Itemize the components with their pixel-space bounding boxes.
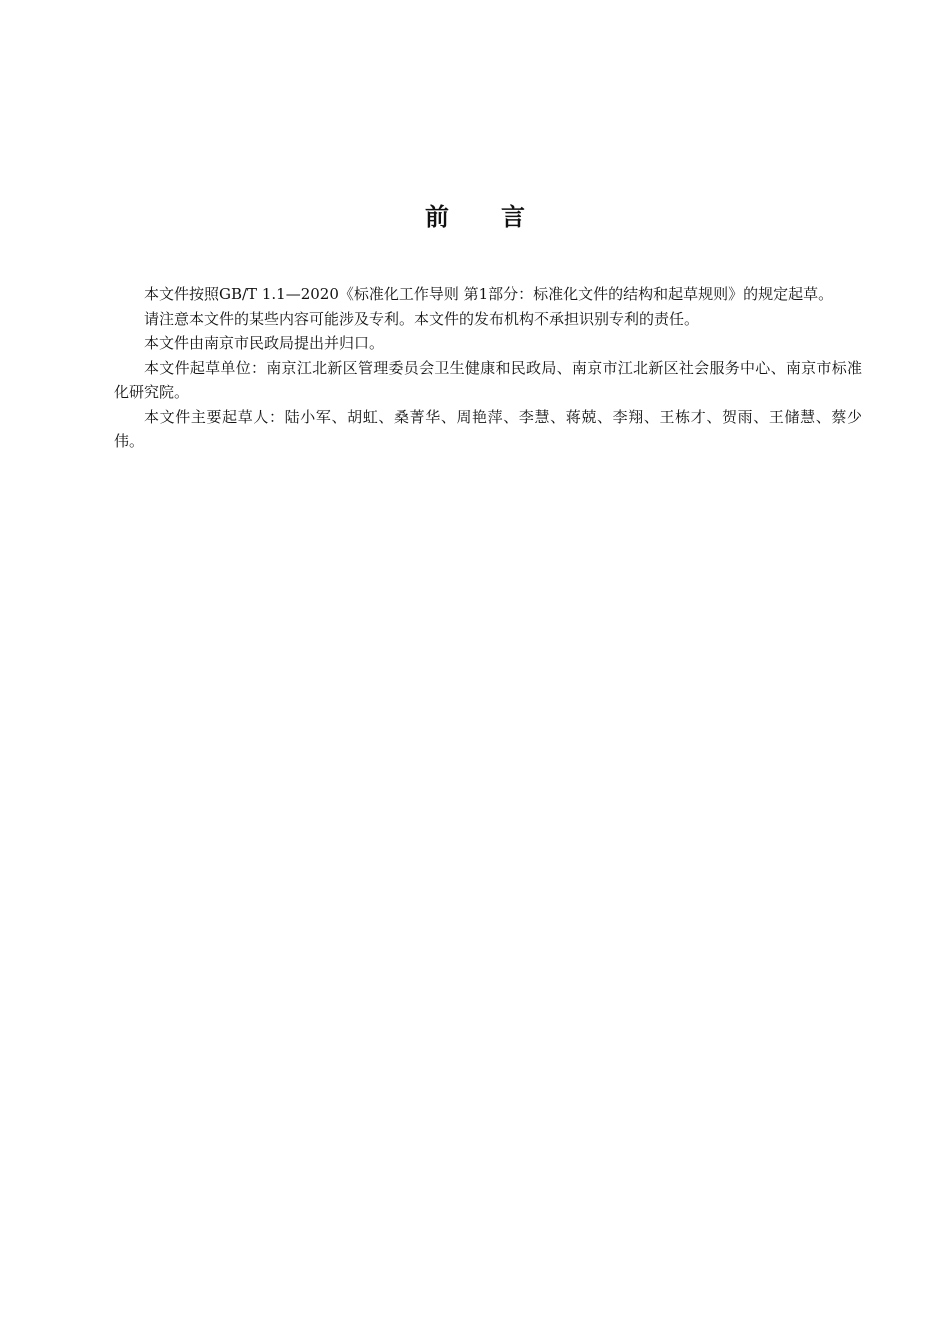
paragraph-patent-notice: 请注意本文件的某些内容可能涉及专利。本文件的发布机构不承担识别专利的责任。 xyxy=(144,309,700,328)
foreword-body xyxy=(114,282,862,454)
paragraph-proposer: 本文件由南京市民政局提出并归口。 xyxy=(144,334,385,352)
title-char-1: 前 xyxy=(425,202,449,231)
title-char-2: 言 xyxy=(501,202,525,231)
page-title xyxy=(0,200,950,234)
paragraph-drafters: 本文件主要起草人：陆小军、胡虹、桑菁华、周艳萍、李慧、蒋兢、李翔、王栋才、贺雨、王储慧、蔡少伟。 xyxy=(114,407,862,450)
paragraph-drafting-rules: 本文件按照GB/T 1.1—2020《标准化工作导则 第1部分：标准化文件的结构和起草规则》的规定起草。 xyxy=(144,285,834,303)
paragraph-drafting-units: 本文件起草单位：南京江北新区管理委员会卫生健康和民政局、南京市江北新区社会服务中心、南京市标准化研究院。 xyxy=(114,358,862,401)
